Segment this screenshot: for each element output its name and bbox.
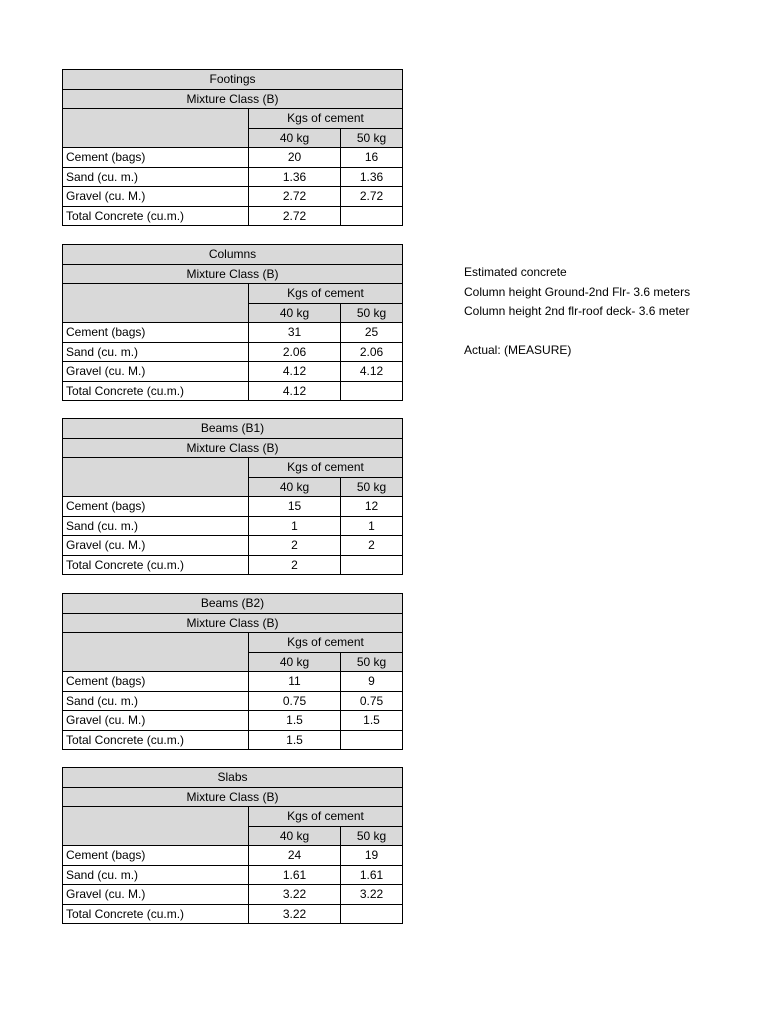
value-40kg: 1.5 <box>249 730 341 750</box>
mixture-class-header: Mixture Class (B) <box>63 613 403 633</box>
blank-header-cell <box>63 458 249 497</box>
col-40kg-header: 40 kg <box>249 128 341 148</box>
table-title: Beams (B2) <box>63 594 403 614</box>
footings-table <box>62 69 403 226</box>
table-row <box>63 206 403 226</box>
row-label: Gravel (cu. M.) <box>63 711 249 731</box>
row-label: Gravel (cu. M.) <box>63 536 249 556</box>
value-40kg: 1.36 <box>249 167 341 187</box>
value-40kg: 24 <box>249 846 341 866</box>
table-row <box>63 362 403 382</box>
value-40kg: 20 <box>249 148 341 168</box>
value-40kg: 2.72 <box>249 187 341 207</box>
table-row <box>63 691 403 711</box>
mixture-class-header: Mixture Class (B) <box>63 438 403 458</box>
table-row <box>63 167 403 187</box>
value-50kg <box>341 555 403 575</box>
value-40kg: 31 <box>249 323 341 343</box>
row-label: Total Concrete (cu.m.) <box>63 904 249 924</box>
table-row <box>63 865 403 885</box>
table-row <box>63 555 403 575</box>
value-50kg: 16 <box>341 148 403 168</box>
value-50kg: 19 <box>341 846 403 866</box>
table-title: Beams (B1) <box>63 419 403 439</box>
value-40kg: 1.5 <box>249 711 341 731</box>
note-estimated-concrete: Estimated concrete <box>464 265 567 279</box>
mixture-class-header: Mixture Class (B) <box>63 264 403 284</box>
row-label: Sand (cu. m.) <box>63 865 249 885</box>
beams-b1-table <box>62 418 403 575</box>
note-column-height-roof: Column height 2nd flr-roof deck- 3.6 meter <box>464 304 690 318</box>
value-50kg: 2.06 <box>341 342 403 362</box>
value-50kg: 1.5 <box>341 711 403 731</box>
table-row <box>63 730 403 750</box>
table-title: Footings <box>63 70 403 90</box>
table-row <box>63 516 403 536</box>
col-50kg-header: 50 kg <box>341 826 403 846</box>
col-50kg-header: 50 kg <box>341 303 403 323</box>
blank-header-cell <box>63 109 249 148</box>
value-40kg: 11 <box>249 672 341 692</box>
value-40kg: 1 <box>249 516 341 536</box>
kgs-of-cement-header: Kgs of cement <box>249 807 403 827</box>
row-label: Total Concrete (cu.m.) <box>63 555 249 575</box>
notes-panel <box>464 263 690 361</box>
col-50kg-header: 50 kg <box>341 477 403 497</box>
value-50kg: 12 <box>341 497 403 517</box>
blank-header-cell <box>63 633 249 672</box>
col-40kg-header: 40 kg <box>249 477 341 497</box>
table-row <box>63 711 403 731</box>
col-40kg-header: 40 kg <box>249 826 341 846</box>
table-row <box>63 381 403 401</box>
value-50kg <box>341 904 403 924</box>
value-50kg: 2.72 <box>341 187 403 207</box>
value-40kg: 2 <box>249 555 341 575</box>
table-row <box>63 536 403 556</box>
value-50kg: 0.75 <box>341 691 403 711</box>
row-label: Cement (bags) <box>63 323 249 343</box>
row-label: Cement (bags) <box>63 672 249 692</box>
kgs-of-cement-header: Kgs of cement <box>249 458 403 478</box>
value-50kg <box>341 206 403 226</box>
value-50kg: 1.36 <box>341 167 403 187</box>
blank-header-cell <box>63 807 249 846</box>
value-40kg: 0.75 <box>249 691 341 711</box>
table-row <box>63 885 403 905</box>
row-label: Gravel (cu. M.) <box>63 362 249 382</box>
value-50kg: 1.61 <box>341 865 403 885</box>
value-50kg: 2 <box>341 536 403 556</box>
row-label: Total Concrete (cu.m.) <box>63 730 249 750</box>
row-label: Gravel (cu. M.) <box>63 885 249 905</box>
value-40kg: 2.06 <box>249 342 341 362</box>
value-40kg: 2 <box>249 536 341 556</box>
row-label: Total Concrete (cu.m.) <box>63 206 249 226</box>
col-50kg-header: 50 kg <box>341 652 403 672</box>
row-label: Sand (cu. m.) <box>63 342 249 362</box>
table-row <box>63 342 403 362</box>
row-label: Sand (cu. m.) <box>63 691 249 711</box>
note-spacer <box>464 322 690 342</box>
value-40kg: 4.12 <box>249 362 341 382</box>
slabs-table <box>62 767 403 924</box>
table-row <box>63 904 403 924</box>
table-row <box>63 148 403 168</box>
table-row <box>63 497 403 517</box>
row-label: Gravel (cu. M.) <box>63 187 249 207</box>
row-label: Sand (cu. m.) <box>63 167 249 187</box>
row-label: Total Concrete (cu.m.) <box>63 381 249 401</box>
col-50kg-header: 50 kg <box>341 128 403 148</box>
mixture-class-header: Mixture Class (B) <box>63 787 403 807</box>
kgs-of-cement-header: Kgs of cement <box>249 109 403 129</box>
table-row <box>63 323 403 343</box>
value-50kg: 4.12 <box>341 362 403 382</box>
value-40kg: 3.22 <box>249 904 341 924</box>
table-title: Slabs <box>63 768 403 788</box>
kgs-of-cement-header: Kgs of cement <box>249 633 403 653</box>
value-50kg <box>341 730 403 750</box>
value-40kg: 1.61 <box>249 865 341 885</box>
table-row <box>63 846 403 866</box>
table-row <box>63 187 403 207</box>
mixture-class-header: Mixture Class (B) <box>63 89 403 109</box>
value-40kg: 15 <box>249 497 341 517</box>
note-column-height-ground: Column height Ground-2nd Flr- 3.6 meters <box>464 284 691 299</box>
value-40kg: 4.12 <box>249 381 341 401</box>
col-40kg-header: 40 kg <box>249 652 341 672</box>
beams-b2-table <box>62 593 403 750</box>
value-50kg: 25 <box>341 323 403 343</box>
row-label: Cement (bags) <box>63 148 249 168</box>
row-label: Cement (bags) <box>63 497 249 517</box>
blank-header-cell <box>63 284 249 323</box>
value-50kg <box>341 381 403 401</box>
row-label: Sand (cu. m.) <box>63 516 249 536</box>
col-40kg-header: 40 kg <box>249 303 341 323</box>
note-actual-measure: Actual: (MEASURE) <box>464 343 572 357</box>
kgs-of-cement-header: Kgs of cement <box>249 284 403 304</box>
columns-table <box>62 244 403 401</box>
table-title: Columns <box>63 245 403 265</box>
value-50kg: 9 <box>341 672 403 692</box>
value-40kg: 3.22 <box>249 885 341 905</box>
table-row <box>63 672 403 692</box>
value-50kg: 1 <box>341 516 403 536</box>
value-50kg: 3.22 <box>341 885 403 905</box>
value-40kg: 2.72 <box>249 206 341 226</box>
row-label: Cement (bags) <box>63 846 249 866</box>
